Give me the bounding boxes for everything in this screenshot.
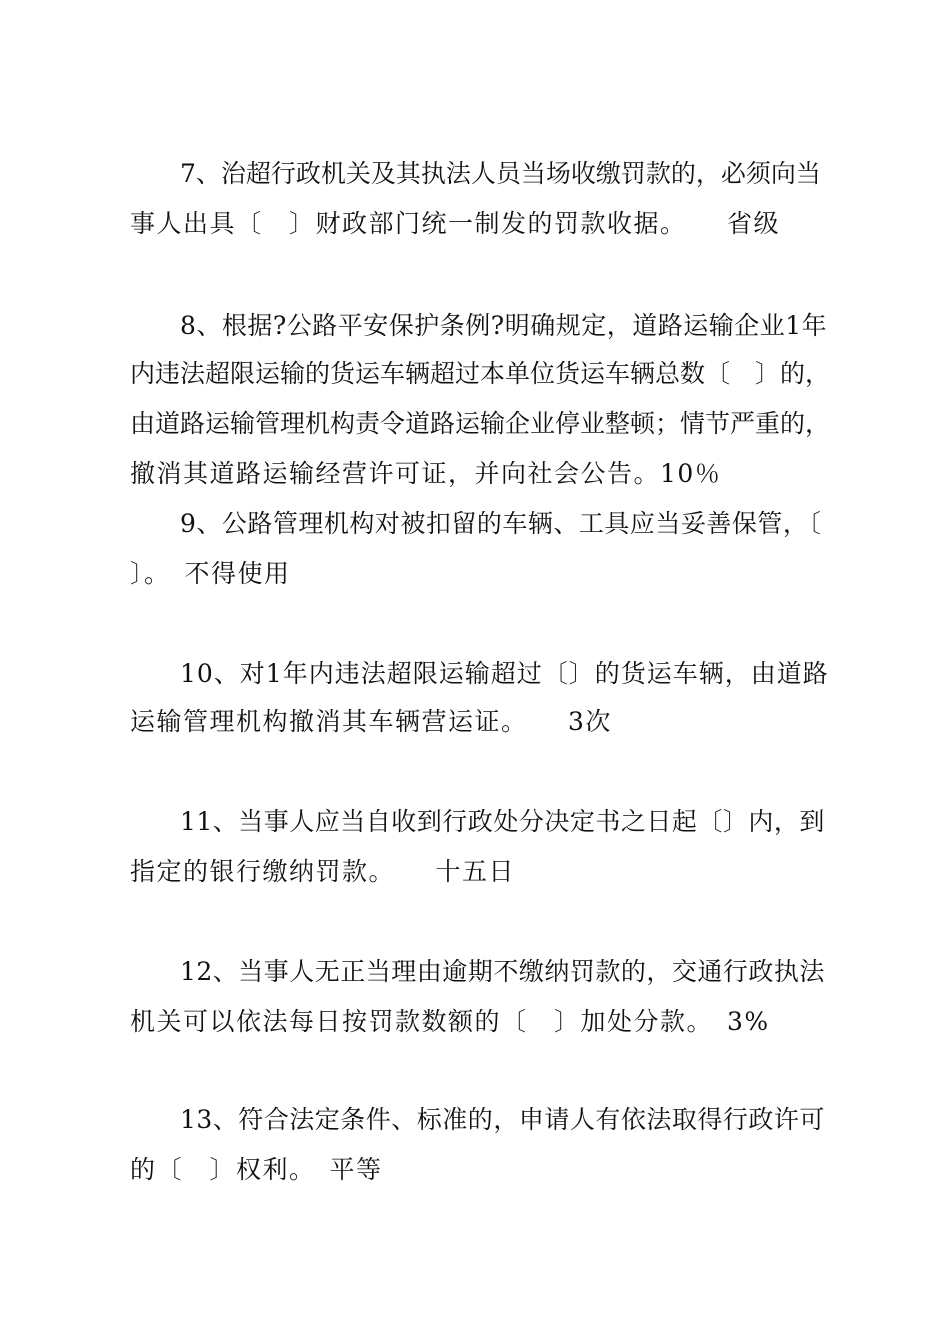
item-8-line-1: 8、根据?公路平安保护条例?明确规定，道路运输企业1年: [180, 311, 828, 340]
item-11-line-1: 11、当事人应当自收到行政处分决定书之日起〔〕内，到: [180, 807, 825, 836]
item-7-line-2: 事人出具〔 〕财政部门统一制发的罚款收据。 省级: [130, 209, 781, 238]
item-8-line-3: 由道路运输管理机构责令道路运输企业停业整顿；情节严重的，: [130, 409, 831, 438]
item-7-line-1: 7、治超行政机关及其执法人员当场收缴罚款的，必须向当: [180, 159, 821, 188]
item-10-line-1: 10、对1年内违法超限运输超过〔〕的货运车辆，由道路: [180, 659, 829, 688]
item-9-line-1: 9、公路管理机构对被扣留的车辆、工具应当妥善保管，〔: [180, 509, 822, 538]
item-9-line-2: 〕。 不得使用: [130, 559, 291, 588]
item-8-line-4: 撤消其道路运输经营许可证，并向社会公告。10％: [130, 459, 722, 488]
item-8-line-2: 内违法超限运输的货运车辆超过本单位货运车辆总数〔 〕的，: [130, 359, 831, 388]
item-10-line-2: 运输管理机构撤消其车辆营运证。 3次: [130, 707, 612, 736]
item-12-line-1: 12、当事人无正当理由逾期不缴纳罚款的，交通行政执法: [180, 957, 825, 986]
item-13-line-1: 13、符合法定条件、标准的，申请人有依法取得行政许可: [180, 1105, 825, 1134]
item-11-line-2: 指定的银行缴纳罚款。 十五日: [130, 857, 516, 886]
item-12-line-2: 机关可以依法每日按罚款数额的〔 〕加处分款。 3%: [130, 1007, 770, 1036]
item-13-line-2: 的〔 〕权利。 平等: [130, 1155, 383, 1184]
